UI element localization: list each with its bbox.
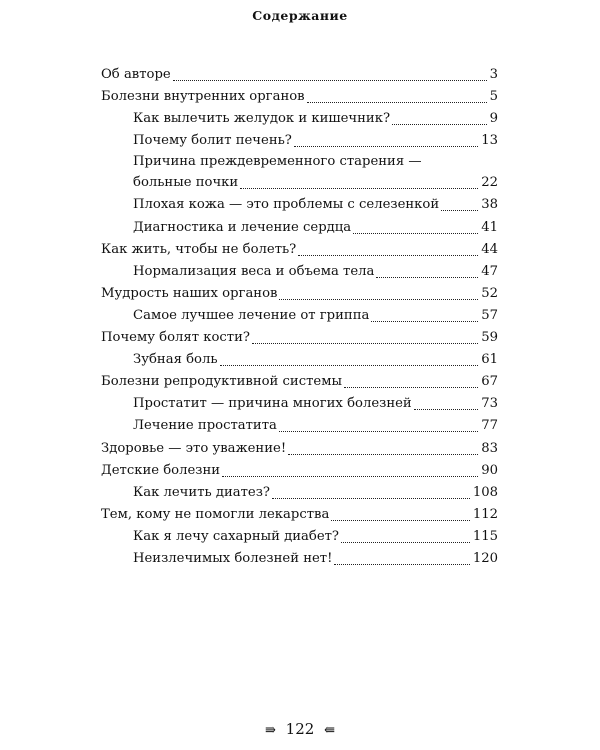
toc-entry	[101, 305, 498, 327]
toc-entry-page: 38	[481, 197, 498, 213]
toc-entry-title: Простатит — причина многих болезней	[133, 396, 412, 412]
dot-leader	[376, 277, 478, 278]
toc-entry	[101, 327, 498, 349]
dot-leader	[222, 476, 478, 477]
toc-entry-page: 9	[489, 111, 498, 127]
dot-leader	[288, 454, 478, 455]
dot-leader	[392, 124, 487, 125]
toc-entry-title: Как я лечу сахарный диабет?	[133, 528, 340, 544]
toc-entry	[101, 437, 498, 459]
toc-entry-title: Детские болезни	[101, 462, 221, 478]
toc-entry-page: 59	[481, 330, 498, 346]
toc-entry-title: Нормализация веса и объема тела	[133, 263, 375, 279]
toc-entry	[101, 130, 498, 152]
page-footer	[0, 720, 600, 738]
toc-entry-page: 67	[481, 374, 498, 390]
dot-leader	[344, 387, 478, 388]
dot-leader	[334, 564, 469, 565]
toc-entry-title: Тем, кому не помогли лекарства	[101, 506, 330, 522]
dot-leader	[272, 498, 470, 499]
toc-entry	[101, 349, 498, 371]
toc-entry-page: 61	[481, 352, 498, 368]
toc-entry-title: Плохая кожа — это проблемы с селезенкой	[133, 197, 440, 213]
toc-entry	[101, 283, 498, 305]
toc-entry	[101, 526, 498, 548]
toc-entry-title: Болезни внутренних органов	[101, 89, 305, 105]
dot-leader	[173, 80, 487, 81]
toc-entry	[101, 371, 498, 393]
toc-entry-title: Мудрость наших органов	[101, 285, 278, 301]
toc-entry-page: 115	[472, 528, 498, 544]
toc-entry	[101, 86, 498, 108]
dot-leader	[353, 233, 478, 234]
toc-entry	[101, 108, 498, 130]
toc-entry-title: Самое лучшее лечение от гриппа	[133, 307, 370, 323]
dot-leader	[414, 409, 479, 410]
toc-entry-page: 13	[481, 133, 498, 149]
toc-entry	[101, 239, 498, 261]
toc-entry-page: 108	[472, 484, 498, 500]
ornament-left-icon: ⇛	[264, 723, 276, 738]
toc-entry	[101, 504, 498, 526]
toc-entry-page: 73	[481, 396, 498, 412]
toc-entry-page: 83	[481, 440, 498, 456]
toc-entry	[101, 415, 498, 437]
toc-entry-page: 41	[481, 219, 498, 235]
toc-entry-title: Как жить, чтобы не болеть?	[101, 241, 297, 257]
toc-entry	[101, 172, 498, 194]
toc-entry-title: Диагностика и лечение сердца	[133, 219, 352, 235]
dot-leader	[294, 146, 478, 147]
toc-entry-page: 112	[472, 506, 498, 522]
toc-entry-title: Лечение простатита	[133, 418, 277, 434]
dot-leader	[240, 188, 478, 189]
dot-leader	[371, 321, 478, 322]
toc-entry-title: Почему болят кости?	[101, 330, 250, 346]
toc-entry-page: 52	[481, 285, 498, 301]
toc-entry-title: Причина преждевременного старения —	[133, 154, 422, 170]
toc-entry-title: Как вылечить желудок и кишечник?	[133, 111, 391, 127]
table-of-contents	[101, 64, 498, 570]
dot-leader	[220, 365, 479, 366]
toc-entry-page: 77	[481, 418, 498, 434]
dot-leader	[279, 299, 478, 300]
toc-entry-title: Об авторе	[101, 67, 171, 83]
toc-entry-page: 57	[481, 307, 498, 323]
toc-entry-page: 22	[481, 175, 498, 191]
toc-entry-page: 90	[481, 462, 498, 478]
ornament-right-icon: ⇚	[324, 723, 335, 738]
toc-entry-page: 47	[481, 263, 498, 279]
dot-leader	[307, 102, 487, 103]
toc-entry	[101, 393, 498, 415]
toc-entry-title: Болезни репродуктивной системы	[101, 374, 342, 390]
toc-entry	[101, 216, 498, 238]
dot-leader	[298, 255, 478, 256]
toc-entry-title-line2: больные почки	[133, 175, 239, 191]
dot-leader	[331, 520, 470, 521]
dot-leader	[252, 343, 478, 344]
page-number: 122	[285, 720, 315, 738]
toc-entry-page: 3	[489, 67, 498, 83]
toc-entry	[101, 194, 498, 216]
toc-entry	[101, 548, 498, 570]
dot-leader	[441, 210, 478, 211]
toc-entry-title: Зубная боль	[133, 352, 218, 368]
toc-entry-title: Как лечить диатез?	[133, 484, 270, 500]
toc-entry	[101, 460, 498, 482]
toc-entry-title: Неизлечимых болезней нет!	[133, 550, 333, 566]
toc-entry-page: 5	[489, 89, 498, 105]
toc-entry-line1	[101, 152, 498, 172]
toc-entry	[101, 261, 498, 283]
toc-entry-title: Почему болит печень?	[133, 133, 292, 149]
dot-leader	[341, 542, 470, 543]
toc-entry-title: Здоровье — это уважение!	[101, 440, 287, 456]
toc-entry-page: 120	[472, 550, 498, 566]
dot-leader	[279, 431, 478, 432]
toc-entry	[101, 64, 498, 86]
toc-entry	[101, 482, 498, 504]
page-title: Содержание	[252, 8, 348, 23]
toc-entry-page: 44	[481, 241, 498, 257]
